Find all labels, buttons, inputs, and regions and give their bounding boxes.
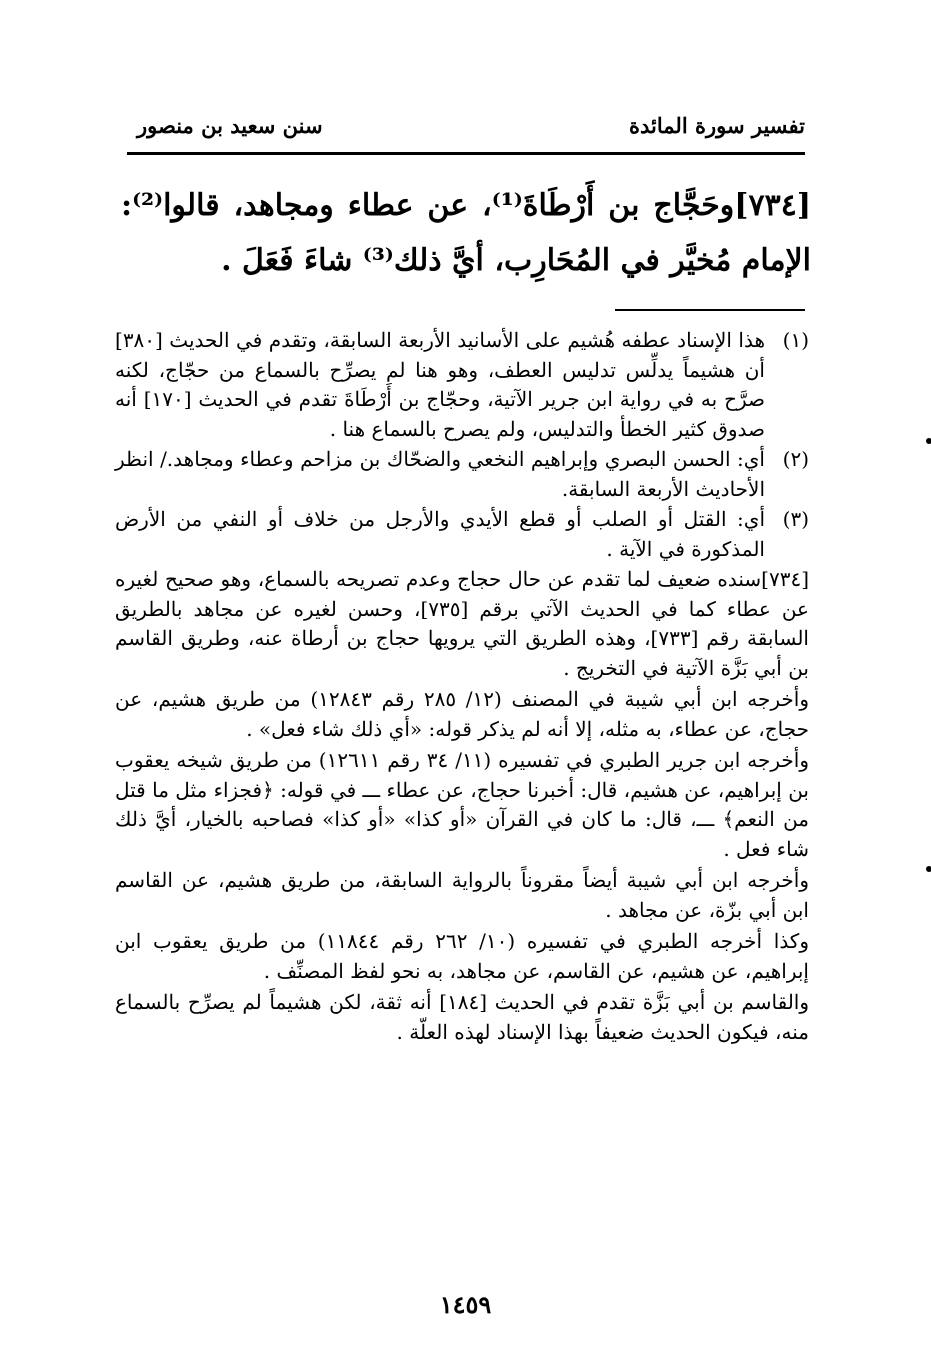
- header-rule: [127, 152, 805, 155]
- footnote-separator: [615, 309, 805, 311]
- footnote-3: [115, 505, 809, 564]
- takhrij-paragraph: وكذا أخرجه الطبري في تفسيره (١٠/ ٢٦٢ رقم ١١٨٤٤) من طريق يعقوب ابن إبراهيم، عن هشيم، عن القاسم، عن مجاهد، به نحو لفظ المصنِّف .: [115, 929, 809, 983]
- takhrij-paragraph: وأخرجه ابن جرير الطبري في تفسيره (١١/ ٣٤ رقم ١٢٦١١) من طريق شيخه يعقوب بن إبراهيم، عن هشيم، قال: أخبرنا حجاج، عن عطاء ـــ في قوله: ﴿فجزاء مثل ما قتل من النعم﴾ ـــ، قال: ما كان في القرآن «أو كذا» «أو كذا» فصاحبه بالخيار، أيَّ ذلك شاء فعل .: [115, 748, 809, 861]
- scan-speck: [926, 438, 931, 444]
- scan-speck: [926, 866, 931, 872]
- takhrij-paragraph: وأخرجه ابن أبي شيبة في المصنف (١٢/ ٢٨٥ رقم ١٢٨٤٣) من طريق هشيم، عن حجاج، عن عطاء، به مثله، إلا أنه لم يذكر قوله: «أي ذلك شاء فعل» .: [115, 687, 809, 741]
- page-number: ١٤٥٩: [439, 1290, 492, 1319]
- footnote-number: (١): [782, 328, 809, 352]
- footnote-text: أي: القتل أو الصلب أو قطع الأيدي والأرجل من خلاف أو النفي من الأرض المذكورة في الآية .: [115, 507, 766, 561]
- footnote-number: (٢): [782, 447, 809, 471]
- footnotes-section: [115, 326, 809, 1047]
- running-header-chapter: تفسير سورة المائدة: [629, 113, 805, 138]
- takhrij-paragraph: وأخرجه ابن أبي شيبة أيضاً مقروناً بالرواية السابقة، من طريق هشيم، عن القاسم ابن أبي بزّة، عن مجاهد .: [115, 868, 809, 922]
- footnote-text: أي: الحسن البصري وإبراهيم النخعي والضحّاك بن مزاحم وعطاء ومجاهد./ انظر الأحاديث الأربعة السابقة.: [115, 447, 765, 501]
- footnote-number: (٣): [782, 507, 809, 531]
- footnote-text: هذا الإسناد عطفه هُشيم على الأسانيد الأربعة السابقة، وتقدم في الحديث [٣٨٠] أن هشيماً يدلِّس تدليس العطف، وهو هنا لم يصرِّح بالسماع من حجّاج، لكنه صرَّح به في رواية ابن جرير الآتية، وحجّاج بن أَرْطَاةَ تقدم في الحديث [١٧٠] أنه صدوق كثير الخطأ والتدليس، ولم يصرح بالسماع هنا .: [115, 328, 765, 441]
- footnote-2: [115, 445, 809, 504]
- hadith-text: [٧٣٤]وحَجَّاج بن أَرْطَاةَ⁽¹⁾، عن عطاء ومجاهد، قالوا⁽²⁾: الإمام مُخيَّر في المُحَارِب، أيَّ ذلك⁽³⁾ شاءَ فَعَلَ .: [121, 188, 812, 278]
- takhrij-paragraph: [٧٣٤]سنده ضعيف لما تقدم عن حال حجاج وعدم تصريحه بالسماع، وهو صحيح لغيره عن عطاء كما في الحديث الآتي برقم [٧٣٥]، وحسن لغيره عن مجاهد بالطريق السابقة رقم [٧٣٣]، وهذه الطريق التي يرويها حجاج بن أرطاة عنه، وطريق القاسم بن أبي بَزَّة الآتية في التخريج .: [115, 567, 809, 680]
- takhrij-section: [115, 565, 809, 1047]
- footnote-1: [115, 326, 809, 444]
- takhrij-paragraph: والقاسم بن أبي بَزَّة تقدم في الحديث [١٨٤] أنه ثقة، لكن هشيماً لم يصرِّح بالسماع منه، فيكون الحديث ضعيفاً بهذا الإسناد لهذه العلّة .: [115, 990, 809, 1044]
- running-header-book: سنن سعيد بن منصور: [137, 113, 323, 138]
